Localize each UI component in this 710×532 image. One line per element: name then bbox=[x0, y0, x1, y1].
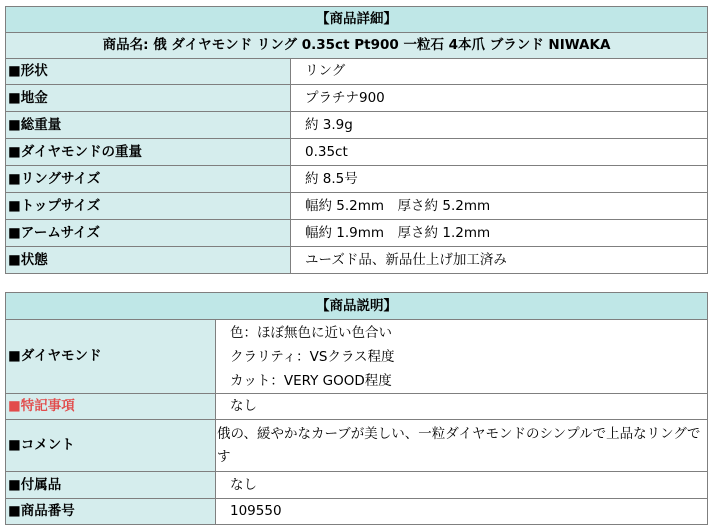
detail-row-shape bbox=[6, 59, 708, 85]
diamond-label: ■ダイヤモンド bbox=[6, 320, 216, 394]
detail-value: 0.35ct bbox=[291, 139, 708, 166]
detail-row-arm-size bbox=[6, 220, 708, 247]
notes-value: なし bbox=[216, 394, 708, 420]
detail-row-diamond-weight bbox=[6, 139, 708, 166]
detail-value: 約 8.5号 bbox=[291, 166, 708, 193]
details-header: 【商品詳細】 bbox=[6, 7, 708, 33]
detail-label: ■形状 bbox=[6, 59, 291, 85]
description-row-accessories bbox=[6, 472, 708, 499]
comment-value: 俄の、緩やかなカーブが美しい、一粒ダイヤモンドのシンプルで上品なリングです bbox=[216, 420, 708, 472]
detail-row-total-weight bbox=[6, 112, 708, 139]
detail-value: 幅約 5.2mm 厚さ約 5.2mm bbox=[291, 193, 708, 220]
detail-label: ■トップサイズ bbox=[6, 193, 291, 220]
diamond-cut: カット：VERY GOOD程度 bbox=[230, 372, 392, 389]
accessories-label: ■付属品 bbox=[6, 472, 216, 499]
notes-label: ■特記事項 bbox=[6, 394, 216, 420]
detail-label: ■アームサイズ bbox=[6, 220, 291, 247]
product-name: 商品名: 俄 ダイヤモンド リング 0.35ct Pt900 一粒石 4本爪 ブランド NIWAKA bbox=[6, 33, 708, 59]
detail-value: リング bbox=[291, 59, 708, 85]
detail-value: 幅約 1.9mm 厚さ約 1.2mm bbox=[291, 220, 708, 247]
product-details-table bbox=[5, 6, 708, 274]
accessories-value: なし bbox=[216, 472, 708, 499]
description-header: 【商品説明】 bbox=[6, 293, 708, 320]
product-description-table bbox=[5, 292, 708, 525]
diamond-color: 色：ほぼ無色に近い色合い bbox=[230, 324, 392, 341]
detail-row-condition bbox=[6, 247, 708, 274]
comment-label: ■コメント bbox=[6, 420, 216, 472]
detail-row-ring-size bbox=[6, 166, 708, 193]
detail-label: ■状態 bbox=[6, 247, 291, 274]
detail-label: ■総重量 bbox=[6, 112, 291, 139]
detail-label: ■地金 bbox=[6, 85, 291, 112]
diamond-details bbox=[216, 320, 708, 394]
detail-row-top-size bbox=[6, 193, 708, 220]
item-number-value: 109550 bbox=[216, 499, 708, 525]
detail-label: ■リングサイズ bbox=[6, 166, 291, 193]
detail-value: ユーズド品、新品仕上げ加工済み bbox=[291, 247, 708, 274]
detail-value: プラチナ900 bbox=[291, 85, 708, 112]
description-row-notes bbox=[6, 394, 708, 420]
detail-row-metal bbox=[6, 85, 708, 112]
detail-label: ■ダイヤモンドの重量 bbox=[6, 139, 291, 166]
detail-value: 約 3.9g bbox=[291, 112, 708, 139]
description-row-diamond bbox=[6, 320, 708, 394]
description-row-comment bbox=[6, 420, 708, 472]
item-number-label: ■商品番号 bbox=[6, 499, 216, 525]
diamond-clarity: クラリティ：VSクラス程度 bbox=[230, 348, 395, 365]
description-row-item-number bbox=[6, 499, 708, 525]
